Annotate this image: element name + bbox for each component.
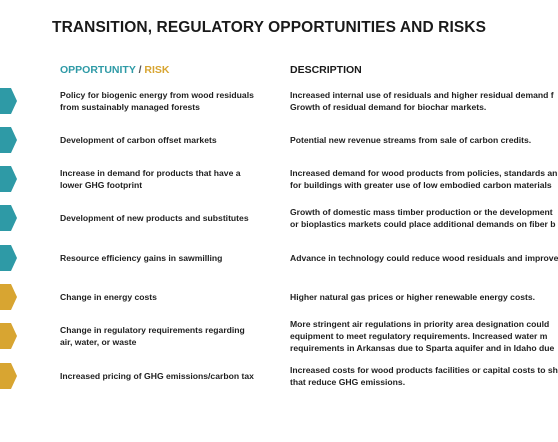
opportunity-risk-column-header xyxy=(60,64,170,76)
opportunity-arrow-icon xyxy=(0,166,17,192)
opportunity-arrow-icon xyxy=(0,88,17,114)
row-item-label: Policy for biogenic energy from wood residuals from sustainably managed forests xyxy=(60,90,254,112)
row-description: Higher natural gas prices or higher renewable energy costs. xyxy=(290,292,536,302)
risk-arrow-icon xyxy=(0,323,17,349)
page-title: TRANSITION, REGULATORY OPPORTUNITIES AND RISKS xyxy=(52,19,487,36)
row-description: More stringent air regulations in priority area designation could equipment to meet regulatory requirements. Increased water m requirements in Arkansas due to Sparta aquifer and in Idaho due xyxy=(290,319,555,353)
row-item-label: Development of new products and substitutes xyxy=(60,213,249,223)
risk-arrow-icon xyxy=(0,284,17,310)
header-separator: / xyxy=(135,64,145,76)
row-item-label: Development of carbon offset markets xyxy=(60,135,217,145)
opportunity-arrow-icon xyxy=(0,205,17,231)
table-row xyxy=(0,241,558,275)
table-row xyxy=(0,162,558,196)
row-item-label: Resource efficiency gains in sawmilling xyxy=(60,253,223,263)
table-row xyxy=(0,201,556,235)
risk-arrow-icon xyxy=(0,363,17,389)
description-column-header: DESCRIPTION xyxy=(290,64,362,76)
table-row xyxy=(0,280,536,314)
table-row xyxy=(0,319,555,353)
row-description: Growth of domestic mass timber production or the development or bioplastics markets could place additional demands on fiber b xyxy=(290,207,556,229)
row-item-label: Increased pricing of GHG emissions/carbon tax xyxy=(60,371,254,381)
row-description: Increased internal use of residuals and higher residual demand f Growth of residual demand for biochar markets. xyxy=(290,90,554,112)
row-description: Potential new revenue streams from sale of carbon credits. xyxy=(290,135,532,145)
row-item-label: Change in regulatory requirements regarding air, water, or waste xyxy=(60,325,245,347)
row-description: Increased costs for wood products facilities or capital costs to sh that reduce GHG emissions. xyxy=(290,365,558,387)
table-row xyxy=(0,123,530,157)
row-item-label: Change in energy costs xyxy=(60,292,157,302)
table-row xyxy=(0,84,554,118)
opportunity-header-label: OPPORTUNITY xyxy=(60,64,136,76)
opportunity-arrow-icon xyxy=(0,245,17,271)
table-row xyxy=(0,359,558,393)
opportunity-arrow-icon xyxy=(0,127,17,153)
row-description: Increased demand for wood products from policies, standards an for buildings with greater use of low embodied carbon materials xyxy=(290,168,558,190)
row-description: Advance in technology could reduce wood residuals and improve xyxy=(290,253,558,263)
row-item-label: Increase in demand for products that have a lower GHG footprint xyxy=(60,168,241,190)
risk-header-label: RISK xyxy=(144,64,170,76)
